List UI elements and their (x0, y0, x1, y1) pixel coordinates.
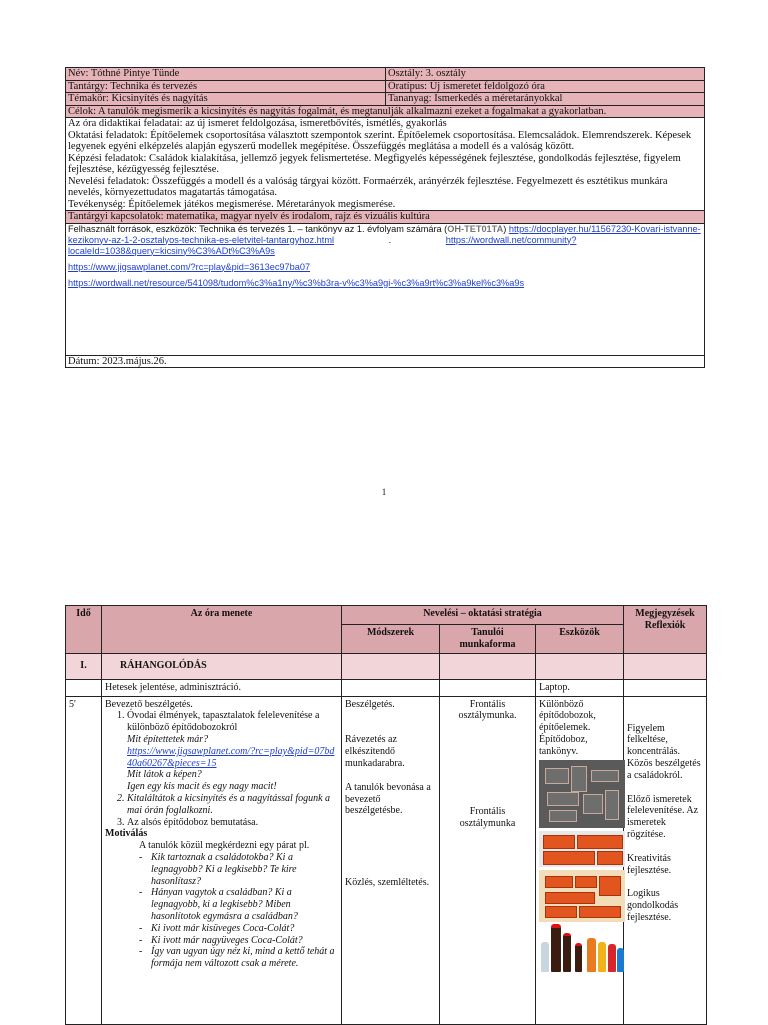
topic-field: Témakör: Kicsinyítés és nagyítás (66, 93, 386, 106)
lesson-info-table (65, 67, 705, 368)
motivation-questions (105, 852, 338, 970)
activity-field: Tevékenység: Építőelemek játékos megismerése. Méretarányok megismerése. (68, 198, 396, 210)
section-title: RÁHANGOLÓDÁS (102, 653, 342, 679)
section-number: I. (66, 653, 102, 679)
wordwall-resource-link[interactable]: https://wordwall.net/resource/541098/tudom%c3%a1ny/%c3%b3ra-v%c3%a9gi-%c3%a9rt%c3%a9kel%c3%a9s (68, 277, 525, 288)
notes-cell: Figyelem felkeltése, koncentrálás. Közös beszélgetés a családokról. Előző ismeretek felelevenítése. Az ismeretek rögzítése. Kreativitás fejlesztése. Logikus gondolkodás fejlesztése. (624, 696, 707, 1024)
work-form-cell: Frontális osztálymunka. Frontális osztálymunka (440, 696, 536, 1024)
process-cell (102, 696, 342, 1024)
page-number: 1 (381, 487, 387, 497)
question-item: - Ki ivott már nagyüveges Coca-Colát? (151, 935, 338, 947)
motivation-intro: A tanulók közül megkérdezni egy párat pl. (139, 840, 310, 852)
question-item: - Kik tartoznak a családotokba? Ki a legnagyobb? Ki a legkisebb? Te kire hasonlítasz? (151, 852, 338, 887)
jigsaw-link[interactable]: https://www.jigsawplanet.com/?rc=play&pid=3613ec97ba07 (68, 261, 311, 272)
motivation-title: Motiválás (105, 828, 148, 840)
teaching-tasks: Oktatási feladatok: Építőelemek csoportosítása választott szempontok szerint. Építőelemek csoportosítása. Elemcsaládok. Elemrendszerek. Képesek legyenek egyéni elképzelés alapján egyszerű modellek megépítése. Összefüggés meglátása a modell és a valóság között. (68, 129, 692, 152)
sources-text: Felhasznált források, eszközök: Technika és tervezés 1. – tankönyv az 1. évfolyam számára (OH-TET01TA) https://docplayer.hu/11567230-Kovari-istvanne-kezikonyv-az-1-2-osztalyos-technika-es-eletvitel-tantargyhoz.html . https://wordwall.net/community?localeId=1038&query=kicsiny%C3%ADt%C3%A9s (68, 223, 701, 256)
header-process: Az óra menete (102, 606, 342, 654)
question-item: - Ki ivott már kisüveges Coca-Colát? (151, 923, 338, 935)
admin-row-text: Hetesek jelentése, adminisztráció. (102, 679, 342, 696)
steps-list (105, 710, 338, 828)
step-2: 2. Kitaláltátok a kicsinyítés és a nagyítással fogunk a mai órán foglalkozni. (127, 793, 338, 817)
book-code: OH-TET01TA (447, 223, 504, 234)
question-item: - Így van ugyan úgy néz ki, mind a kettő tehát a formája nem változott csak a mérete. (151, 946, 338, 970)
sources-cell (66, 223, 705, 355)
lesson-type-field: Óratípus: Új ismeretet feldolgozó óra (386, 80, 705, 93)
step-3: 3. Az alsós építődoboz bemutatása. (127, 817, 338, 829)
training-tasks: Képzési feladatok: Családok kialakítása, jellemző jegyek felismertetése. Megfigyelés képességének fejlesztése, gondolkodás fejlesztése, figyelem fejlesztése, kézügyesség fejlesztése. (68, 152, 681, 175)
header-time: Idő (66, 606, 102, 654)
tasks-cell (66, 118, 705, 211)
header-methods: Módszerek (342, 625, 440, 654)
date-field: Dátum: 2023.május.26. (66, 355, 705, 368)
methods-cell: Beszélgetés. Rávezetés az elkészítendő munkadarabra. A tanulók bevonása a bevezető beszélgetésbe. Közlés, szemléltetés. (342, 696, 440, 1024)
header-strategy: Nevelési – oktatási stratégia (342, 606, 624, 625)
docplayer-link[interactable]: https://docplayer.hu/11567230-Kovari-istvanne-kezikonyv-az-1-2-osztalyos-technika-es-eletvitel-tantargyhoz.html (68, 223, 701, 245)
material-field: Tananyag: Ismerkedés a méretarányokkal (386, 93, 705, 106)
goals-field: Célok: A tanulók megismerik a kicsinyítés és nagyítás fogalmát, és megtanulják alkalmazni ezeket a fogalmakat a gyakorlatban. (66, 105, 705, 118)
education-tasks: Nevelési feladatok: Összefüggés a modell és a valóság tárgyai között. Formaérzék, arányérzék fejlesztése. Fegyelmezett és esztétikus munkára nevelés, környezettudatos magatartás támogatása. (68, 175, 668, 198)
header-work-form: Tanulói munkaforma (440, 625, 536, 654)
row-time: 5' (66, 696, 102, 1024)
jigsaw-puzzle-link[interactable]: https://www.jigsawplanet.com/?rc=play&pid=07bd40a60267&pieces=15 (127, 745, 335, 769)
header-tools: Eszközök (536, 625, 624, 654)
class-field: Osztály: 3. osztály (386, 68, 705, 81)
wooden-blocks-image (539, 760, 625, 828)
question-item: - Hányan vagytok a családban? Ki a legnagyobb, ki a legkisebb? Miben hasonlítotok egymásra a családban? (151, 887, 338, 922)
tools-text: Különböző építődobozok, építőelemek. Építődoboz, tankönyv. (539, 698, 596, 757)
step-1: 1. Óvodai élmények, tapasztalatok felelevenítése a különböző építődobozokról Mit építettetek már? https://www.jigsawplanet.com/?rc=play&pid=07bd40a60267&pieces=15 Mit látok a képen? Igen egy kis macit és egy nagy macit! (127, 710, 338, 793)
subject-field: Tantárgy: Technika és tervezés (66, 80, 386, 93)
teacher-name: Név: Tóthné Pintye Tünde (66, 68, 386, 81)
laptop-tool: Laptop. (536, 679, 624, 696)
block-box-image (539, 870, 625, 922)
wordwall-community-link[interactable]: https://wordwall.net/community?localeId=1038&query=kicsiny%C3%ADt%C3%A9s (68, 234, 577, 256)
coca-cola-bottles-image (539, 926, 625, 972)
tools-cell (536, 696, 624, 1024)
lesson-plan-table (65, 605, 707, 1025)
didactic-tasks: Az óra didaktikai feladatai: az új ismeret feldolgozása, ismeretbővítés, ismétlés, gyakorlás (68, 118, 447, 129)
header-notes: Megjegyzések Reflexiók (624, 606, 707, 654)
connections-field: Tantárgyi kapcsolatok: matematika, magyar nyelv és irodalom, rajz és vizuális kultúra (66, 211, 705, 224)
intro-text: Bevezető beszélgetés. (105, 698, 193, 710)
building-set-image (539, 831, 625, 867)
